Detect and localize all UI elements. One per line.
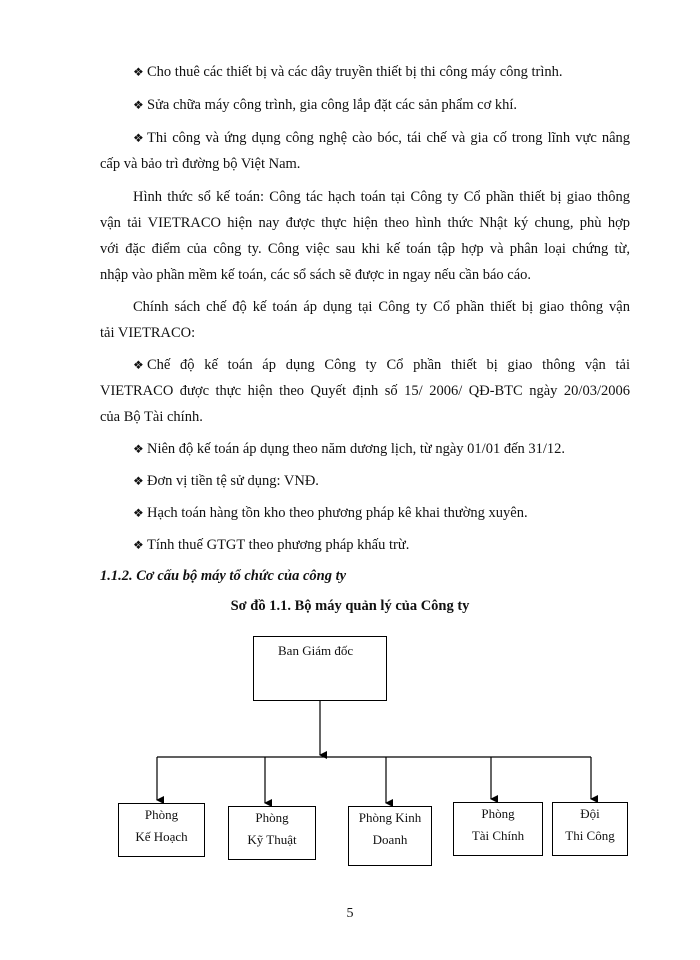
diamond-bullet-icon: ❖ [133,442,144,456]
org-box-label-line2: Doanh [372,832,408,847]
diamond-bullet-icon: ❖ [133,538,144,552]
paragraph-bookkeeping-line-1: Hình thức sổ kế toán: Công tác hạch toán tại Công ty Cổ phần thiết bị giao thông [133,189,630,205]
org-box-planning [118,803,205,857]
bullet-text: Cho thuê các thiết bị và các dây truyền thiết bị thi công máy công trình. [147,64,563,80]
diamond-bullet-icon: ❖ [133,358,144,372]
org-box-label-line1: Phòng [481,806,515,821]
org-box-label-line2: Kế Hoạch [135,829,188,844]
paragraph-bookkeeping-line-2: vận tải VIETRACO hiện nay được thực hiện theo hình thức Nhật ký chung, phù hợp [100,215,630,231]
diamond-bullet-icon: ❖ [133,474,144,488]
bullet-text: Sửa chữa máy công trình, gia công lắp đặt các sản phẩm cơ khí. [147,97,518,113]
bullet-text: Đơn vị tiền tệ sử dụng: VNĐ. [147,473,319,489]
org-box-label-line1: Phòng [144,807,179,822]
bullet-text: Niên độ kế toán áp dụng theo năm dương lịch, từ ngày 01/01 đến 31/12. [147,441,566,457]
bullet-text: Thi công và ứng dụng công nghệ cào bóc, tái chế và gia cố trong lĩnh vực nâng [147,130,630,146]
page-number: 5 [346,906,354,921]
org-box-finance [453,802,543,856]
diamond-bullet-icon: ❖ [133,98,144,112]
bullet-text: Chế độ kế toán áp dụng Công ty Cổ phần thiết bị giao thông vận tải [147,357,630,373]
org-box-label-line2: Kỹ Thuật [247,832,297,847]
org-box-label-line1: Phòng Kinh [358,810,422,825]
bullet-regime-line-3: của Bộ Tài chính. [100,409,203,425]
org-box-technical [228,806,316,860]
org-box-label: Ban Giám đốc [278,643,354,658]
section-heading: 1.1.2. Cơ cấu bộ máy tổ chức của công ty [100,568,347,584]
org-box-construction-team [552,802,628,856]
diagram-title: Sơ đồ 1.1. Bộ máy quản lý của Công ty [230,598,470,614]
org-box-label-line2: Tài Chính [471,828,525,843]
paragraph-policy-line-2: tải VIETRACO: [100,325,196,341]
org-box-label-line1: Phòng [255,810,289,825]
diamond-bullet-icon: ❖ [133,131,144,145]
diamond-bullet-icon: ❖ [133,65,144,79]
paragraph-policy-line-1: Chính sách chế độ kế toán áp dụng tại Công ty Cổ phần thiết bị giao thông vận [133,299,630,315]
diamond-bullet-icon: ❖ [133,506,144,520]
bullet-construction-cont: cấp và bảo trì đường bộ Việt Nam. [100,156,301,172]
org-box-business [348,806,432,866]
bullet-text: Tính thuế GTGT theo phương pháp khấu trừ. [147,537,410,553]
org-box-label-line1: Đội [580,806,600,821]
org-box-label-line2: Thi Công [565,828,615,843]
paragraph-bookkeeping-line-3: với đặc điểm của công ty. Công việc sau khi kế toán tập hợp và phân loại chứng từ, [100,241,630,257]
bullet-text: Hạch toán hàng tồn kho theo phương pháp kê khai thường xuyên. [147,505,528,521]
bullet-regime-line-2: VIETRACO được thực hiện theo Quyết định số 15/ 2006/ QĐ-BTC ngày 20/03/2006 [100,383,630,399]
org-box-board-of-directors [253,636,387,701]
paragraph-bookkeeping-line-4: nhập vào phần mềm kế toán, các sổ sách sẽ được in ngay nếu cần báo cáo. [100,267,532,283]
